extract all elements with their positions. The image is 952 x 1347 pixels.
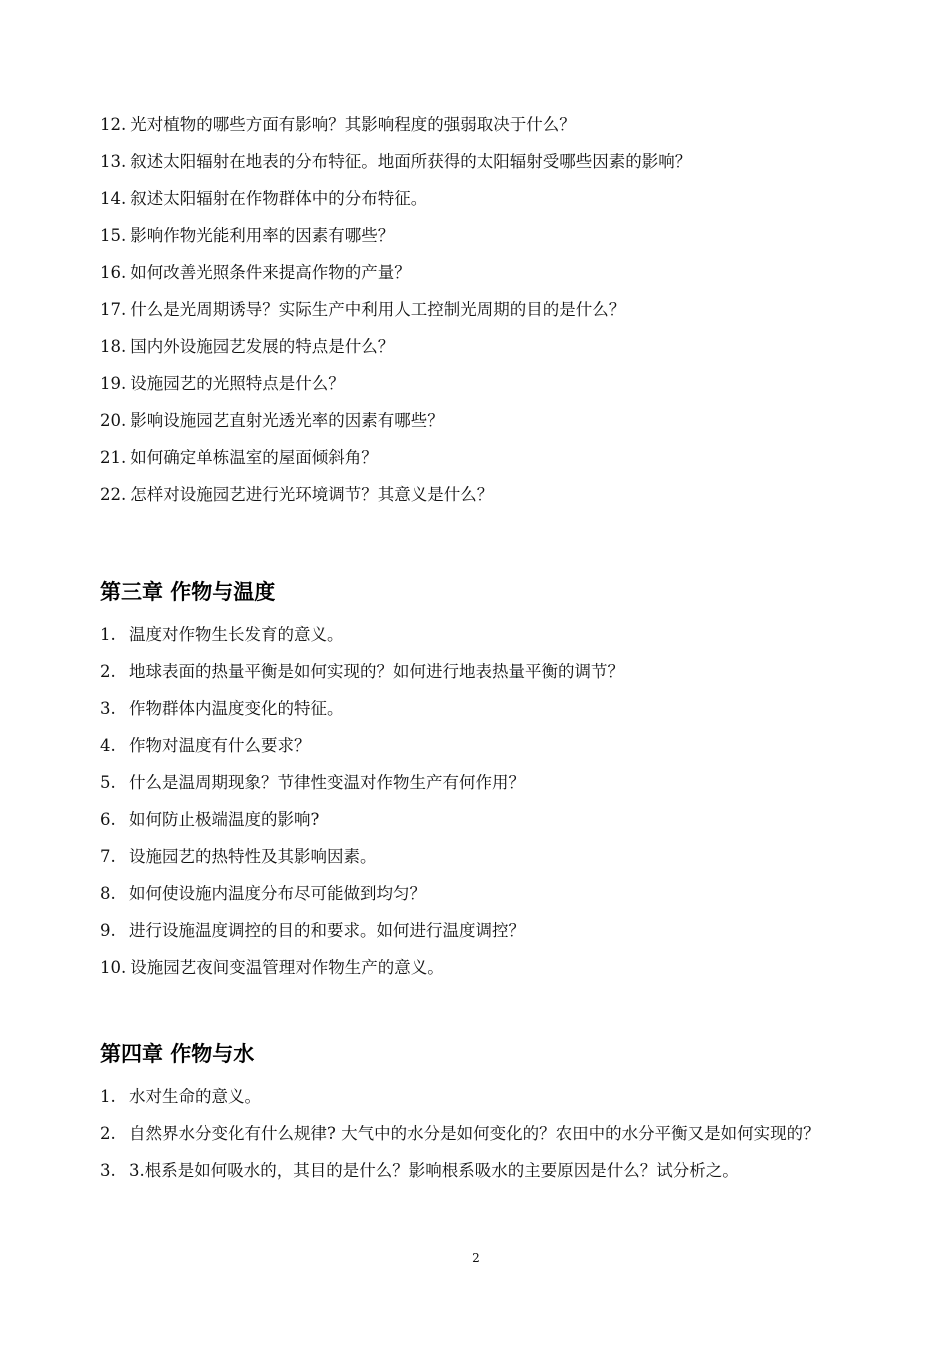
question-text: 地球表面的热量平衡是如何实现的？如何进行地表热量平衡的调节？ [129,662,624,681]
question-item [100,1152,870,1189]
question-item [100,875,870,912]
chapter3-question-list [100,616,870,986]
question-item [100,254,870,291]
question-number: 15. [100,226,127,245]
question-item [100,1078,870,1115]
question-text: 叙述太阳辐射在作物群体中的分布特征。 [130,189,428,208]
question-number: 17. [100,300,127,319]
question-text: 温度对作物生长发育的意义。 [129,625,344,644]
page-number: 2 [472,1251,480,1265]
question-number: 4. [100,736,116,755]
question-number: 8. [100,884,116,903]
question-item [100,106,870,143]
question-item [100,143,870,180]
question-text: 影响设施园艺直射光透光率的因素有哪些？ [130,411,444,430]
question-number: 20. [100,411,127,430]
question-text: 光对植物的哪些方面有影响？其影响程度的强弱取决于什么？ [130,115,576,134]
chapter3-heading: 第三章 作物与温度 [100,580,276,604]
question-item [100,217,870,254]
question-text: 什么是温周期现象？节律性变温对作物生产有何作用？ [129,773,525,792]
question-number: 14. [100,189,127,208]
question-text: 设施园艺夜间变温管理对作物生产的意义。 [130,958,444,977]
question-item [100,402,870,439]
question-item [100,949,870,986]
question-item [100,1115,870,1152]
question-number: 2. [100,1124,116,1143]
question-item [100,180,870,217]
question-item [100,616,870,653]
question-item [100,690,870,727]
question-number: 18. [100,337,127,356]
question-item [100,365,870,402]
question-number: 5. [100,773,116,792]
question-number: 7. [100,847,116,866]
question-text: 如何确定单栋温室的屋面倾斜角？ [130,448,378,467]
question-number: 6. [100,810,116,829]
question-number: 16. [100,263,127,282]
question-text: 影响作物光能利用率的因素有哪些？ [130,226,395,245]
question-item [100,801,870,838]
question-number: 12. [100,115,127,134]
question-item [100,838,870,875]
question-text: 3.根系是如何吸水的，其目的是什么？影响根系吸水的主要原因是什么？试分析之。 [129,1161,739,1180]
question-number: 21. [100,448,127,467]
question-text: 设施园艺的光照特点是什么？ [130,374,345,393]
question-text: 怎样对设施园艺进行光环境调节？其意义是什么？ [130,485,494,504]
question-number: 19. [100,374,127,393]
question-item [100,476,870,513]
question-text: 进行设施温度调控的目的和要求。如何进行温度调控？ [129,921,525,940]
question-text: 如何改善光照条件来提高作物的产量？ [130,263,411,282]
question-item [100,764,870,801]
question-number: 22. [100,485,127,504]
question-text: 国内外设施园艺发展的特点是什么？ [130,337,395,356]
question-number: 3. [100,699,116,718]
question-number: 2. [100,662,116,681]
question-item [100,727,870,764]
question-text: 作物对温度有什么要求？ [129,736,311,755]
question-text: 什么是光周期诱导？实际生产中利用人工控制光周期的目的是什么？ [130,300,626,319]
question-item [100,439,870,476]
question-text: 水对生命的意义。 [129,1087,261,1106]
chapter2-question-list [100,106,870,513]
question-text: 作物群体内温度变化的特征。 [129,699,344,718]
question-item [100,912,870,949]
question-number: 3. [100,1161,116,1180]
question-text: 叙述太阳辐射在地表的分布特征。地面所获得的太阳辐射受哪些因素的影响？ [130,152,692,171]
question-text: 设施园艺的热特性及其影响因素。 [129,847,377,866]
question-item [100,291,870,328]
question-text: 如何使设施内温度分布尽可能做到均匀？ [129,884,426,903]
chapter4-question-list [100,1078,870,1189]
question-number: 1. [100,1087,116,1106]
question-number: 13. [100,152,127,171]
question-item [100,653,870,690]
question-text: 如何防止极端温度的影响? [129,810,320,829]
question-number: 10. [100,958,127,977]
question-number: 9. [100,921,116,940]
question-text: 自然界水分变化有什么规律? 大气中的水分是如何变化的？农田中的水分平衡又是如何实现的？ [129,1124,820,1143]
question-item [100,328,870,365]
question-number: 1. [100,625,116,644]
chapter4-heading: 第四章 作物与水 [100,1042,255,1066]
